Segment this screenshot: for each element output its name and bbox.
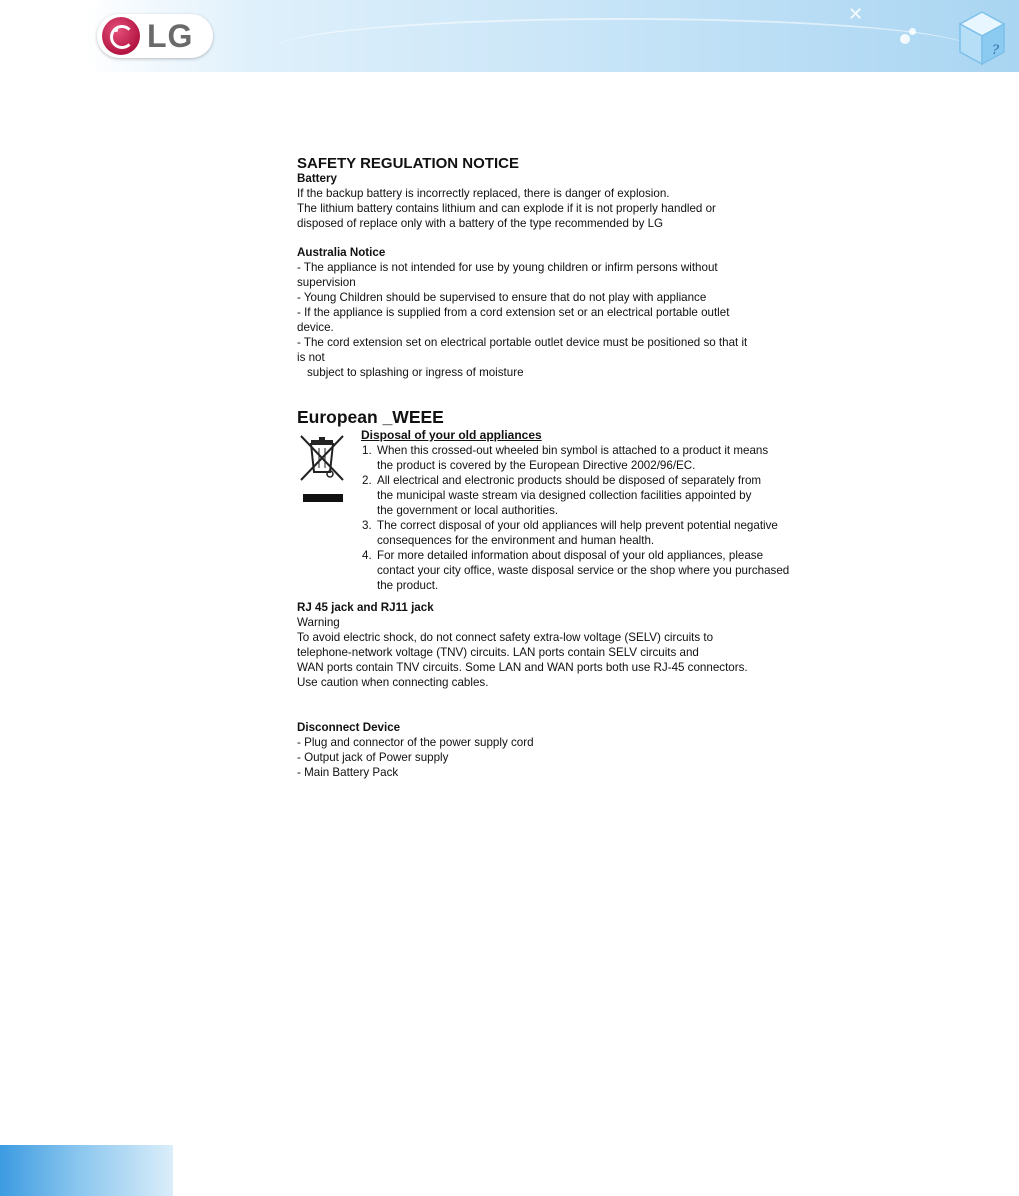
weee-section [297, 428, 837, 596]
rj45-line: telephone-network voltage (TNV) circuits. LAN ports contain SELV circuits and [297, 646, 699, 659]
australia-line: supervision [297, 276, 356, 289]
australia-heading: Australia Notice [297, 246, 386, 259]
list-number: 4. [362, 549, 372, 562]
rj45-heading: RJ 45 jack and RJ11 jack [297, 601, 434, 614]
logo-text: LG [147, 18, 194, 54]
butterfly-icon: ✕ [848, 4, 864, 24]
disconnect-heading: Disconnect Device [297, 721, 401, 734]
list-item [361, 443, 831, 473]
disconnect-line: - Plug and connector of the power supply cord [297, 736, 534, 749]
list-line: the product is covered by the European Directive 2002/96/EC. [377, 459, 696, 472]
bubbles-icon [900, 28, 918, 46]
list-item [361, 473, 831, 518]
header-wave-decoration [273, 18, 973, 80]
battery-line: If the backup battery is incorrectly replaced, there is danger of explosion. [297, 187, 670, 200]
footer-strip [0, 1145, 173, 1196]
list-line: For more detailed information about disposal of your old appliances, please [377, 549, 764, 562]
rj45-line: Use caution when connecting cables. [297, 676, 489, 689]
battery-heading: Battery [297, 172, 337, 185]
list-line: the municipal waste stream via designed collection facilities appointed by [377, 489, 752, 502]
rj45-line: WAN ports contain TNV circuits. Some LAN and WAN ports both use RJ-45 connectors. [297, 661, 748, 674]
weee-heading: European _WEEE [297, 407, 444, 427]
weee-subheading: Disposal of your old appliances [361, 428, 542, 442]
list-line: consequences for the environment and human health. [377, 534, 655, 547]
disconnect-line: - Main Battery Pack [297, 766, 399, 779]
list-line: The correct disposal of your old appliances will help prevent potential negative [377, 519, 778, 532]
list-item [361, 548, 831, 593]
rj45-line: To avoid electric shock, do not connect safety extra-low voltage (SELV) circuits to [297, 631, 714, 644]
disconnect-line: - Output jack of Power supply [297, 751, 449, 764]
australia-line: subject to splashing or ingress of moisture [307, 366, 524, 379]
safety-document [297, 156, 837, 780]
list-number: 1. [362, 444, 372, 457]
australia-line: - The cord extension set on electrical portable outlet device must be positioned so that it [297, 336, 748, 349]
australia-line: - Young Children should be supervised to ensure that do not play with appliance [297, 291, 707, 304]
page-title: SAFETY REGULATION NOTICE [297, 155, 519, 172]
list-line: When this crossed-out wheeled bin symbol is attached to a product it means [377, 444, 769, 457]
weee-list [361, 428, 831, 593]
header-banner [83, 0, 1019, 72]
list-number: 3. [362, 519, 372, 532]
help-cube-icon[interactable] [958, 10, 1006, 66]
help-question-mark: ? [992, 43, 999, 58]
australia-line: - The appliance is not intended for use by young children or infirm persons without [297, 261, 718, 274]
list-line: contact your city office, waste disposal service or the shop where you purchased [377, 564, 790, 577]
rj45-line: Warning [297, 616, 340, 629]
list-line: the government or local authorities. [377, 504, 559, 517]
australia-line: is not [297, 351, 325, 364]
battery-line: The lithium battery contains lithium and can explode if it is not properly handled or [297, 202, 716, 215]
battery-line: disposed of replace only with a battery of the type recommended by LG [297, 217, 664, 230]
list-number: 2. [362, 474, 372, 487]
list-item [361, 518, 831, 548]
lg-face-icon [102, 17, 140, 55]
australia-line: device. [297, 321, 334, 334]
crossed-bin-icon [297, 432, 349, 504]
list-line: All electrical and electronic products should be disposed of separately from [377, 474, 762, 487]
lg-logo[interactable] [97, 14, 213, 58]
list-line: the product. [377, 579, 439, 592]
australia-line: - If the appliance is supplied from a cord extension set or an electrical portable outlet [297, 306, 730, 319]
